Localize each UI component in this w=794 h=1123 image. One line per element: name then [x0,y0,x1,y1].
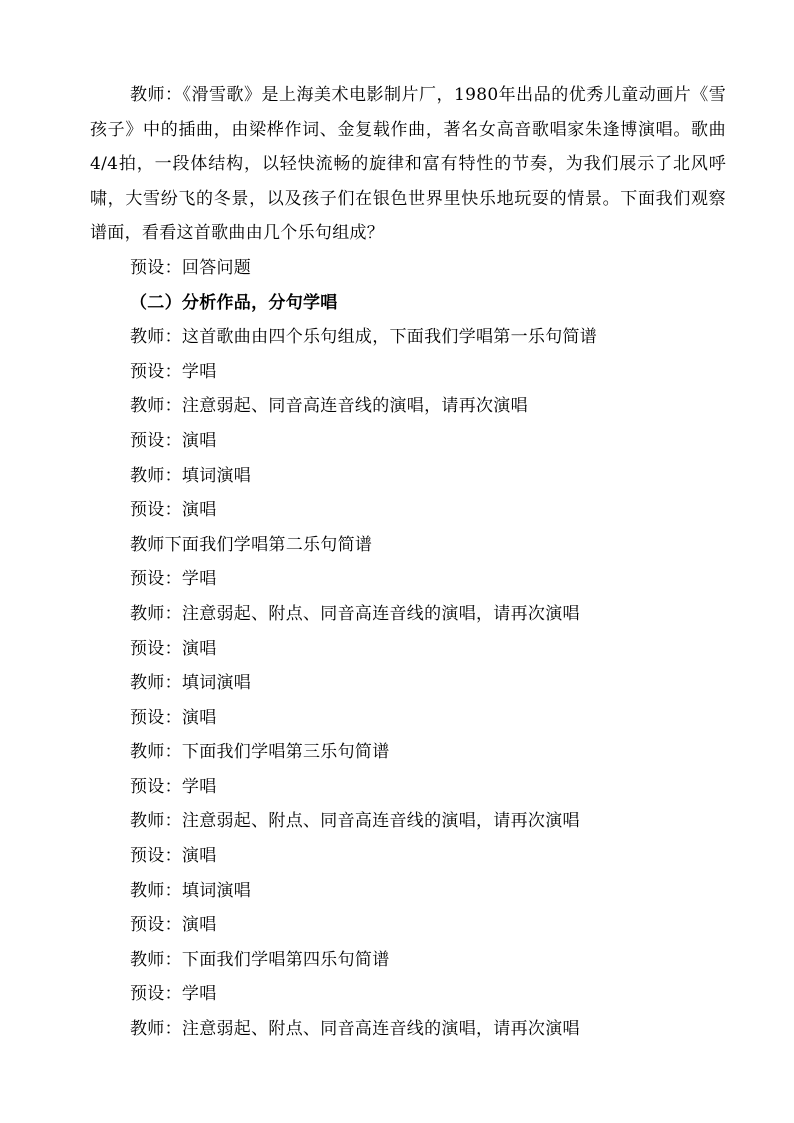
dialogue-line: 预设：演唱 [130,430,217,451]
dialogue-line: 教师：注意弱起、附点、同音高连音线的演唱，请再次演唱 [130,811,580,832]
dialogue-line: 教师下面我们学唱第二乐句简谱 [130,534,373,555]
dialogue-line: 教师：填词演唱 [130,465,252,486]
dialogue-line: 预设：演唱 [130,915,217,936]
document-body [90,78,726,1047]
dialogue-line: 教师：注意弱起、附点、同音高连音线的演唱，请再次演唱 [130,603,580,624]
dialogue-line: 教师：填词演唱 [130,880,252,901]
dialogue-line: 预设：学唱 [130,984,217,1005]
dialogue-line: 教师：注意弱起、同音高连音线的演唱，请再次演唱 [130,396,528,417]
dialogue-line: 预设：演唱 [130,638,217,659]
dialogue-line: 教师：注意弱起、附点、同音高连音线的演唱，请再次演唱 [130,1019,580,1040]
dialogue-line: 教师：下面我们学唱第三乐句简谱 [130,742,390,763]
dialogue-line: 预设：学唱 [130,776,217,797]
dialogue-line: 教师：下面我们学唱第四乐句简谱 [130,949,390,970]
dialogue-line: 教师：填词演唱 [130,673,252,694]
dialogue-line: 预设：演唱 [130,846,217,867]
intro-paragraph: 教师：《滑雪歌》是上海美术电影制片厂，1980年出品的优秀儿童动画片《雪孩子》中的插曲，由梁桦作词、金复载作曲，著名女高音歌唱家朱逢博演唱。歌曲4/4拍，一段体结构，以轻快流畅的旋律和富有特性的节奏，为我们展示了北风呼啸，大雪纷飞的冬景，以及孩子们在银色世界里快乐地玩耍的情景。下面我们观察谱面，看看这首歌曲由几个乐句组成？ [90,85,726,244]
dialogue-line: 预设：学唱 [130,569,217,590]
section-heading: （二）分析作品，分句学唱 [130,292,338,313]
dialogue-line: 教师：这首歌曲由四个乐句组成，下面我们学唱第一乐句简谱 [130,327,598,348]
dialogue-line: 预设：演唱 [130,707,217,728]
dialogue-line: 预设：学唱 [130,361,217,382]
dialogue-line: 预设：演唱 [130,500,217,521]
answer-line: 预设：回答问题 [130,257,252,278]
